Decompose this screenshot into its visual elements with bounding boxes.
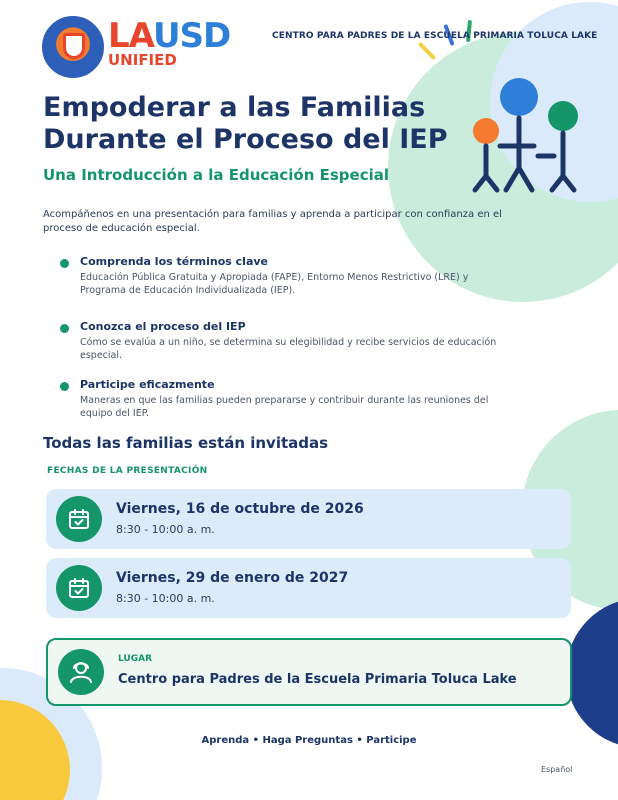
wordmark-la: LA (108, 16, 153, 56)
date-text: Viernes, 16 de octubre de 2026 (116, 501, 364, 517)
time-text: 8:30 - 10:00 a. m. (116, 523, 215, 536)
invite-heading: Todas las familias están invitadas (43, 434, 329, 452)
decor-circle-navy (566, 598, 618, 748)
date-text: Viernes, 29 de enero de 2027 (116, 570, 349, 586)
main-title (43, 92, 463, 156)
wordmark-usd: USD (152, 16, 231, 56)
calendar-check-icon (56, 496, 102, 542)
bullet-description: Maneras en que las familias pueden prepararse y contribuir durante las reuniones del equipo del IEP. (80, 395, 489, 419)
wordmark-unified: UNIFIED (108, 51, 177, 69)
seal-emblem-icon (63, 33, 85, 59)
bullet-dot-icon (60, 259, 69, 268)
bullet-title: Participe eficazmente (80, 378, 215, 391)
district-seal-logo (42, 16, 104, 78)
location-name: Centro para Padres de la Escuela Primaria Toluca Lake (118, 672, 517, 687)
language-label: Español (541, 765, 573, 774)
wordmark-main (108, 18, 230, 54)
dates-label: FECHAS DE LA PRESENTACIÓN (47, 466, 208, 476)
footer-tagline: Aprenda • Haga Preguntas • Participe (201, 735, 417, 746)
bullet-iep-process (60, 320, 510, 362)
time-text: 8:30 - 10:00 a. m. (116, 592, 215, 605)
location-label: LUGAR (118, 654, 153, 664)
bullet-description: Cómo se evalúa a un niño, se determina su elegibilidad y recibe servicios de educación especial. (80, 337, 497, 361)
bullet-description: Educación Pública Gratuita y Apropiada (FAPE), Entorno Menos Restrictivo (LRE) y Programa de Educación Individualizada (IEP). (80, 272, 469, 296)
date-card-january (46, 558, 571, 618)
center-header-title: CENTRO PARA PADRES DE LA ESCUELA PRIMARIA TOLUCA LAKE (272, 31, 598, 41)
bullet-participate (60, 378, 510, 420)
main-title-line2: Durante el Proceso del IEP (43, 124, 448, 155)
confetti-yellow (418, 42, 436, 60)
location-card (46, 638, 572, 706)
intro-paragraph: Acompáñenos en una presentación para familias y aprenda a participar con confianza en el proceso de educación especial. (43, 209, 502, 234)
bullet-title: Comprenda los términos clave (80, 255, 268, 268)
calendar-check-icon (56, 565, 102, 611)
bullet-key-terms (60, 255, 510, 297)
lausd-wordmark (108, 18, 230, 74)
family-figures-icon (470, 76, 585, 196)
bullet-dot-icon (60, 324, 69, 333)
subtitle: Una Introducción a la Educación Especial (43, 166, 390, 184)
date-card-october (46, 489, 571, 549)
person-location-icon (58, 649, 104, 695)
bullet-title: Conozca el proceso del IEP (80, 320, 246, 333)
bullet-dot-icon (60, 382, 69, 391)
main-title-line1: Empoderar a las Familias (43, 92, 426, 123)
